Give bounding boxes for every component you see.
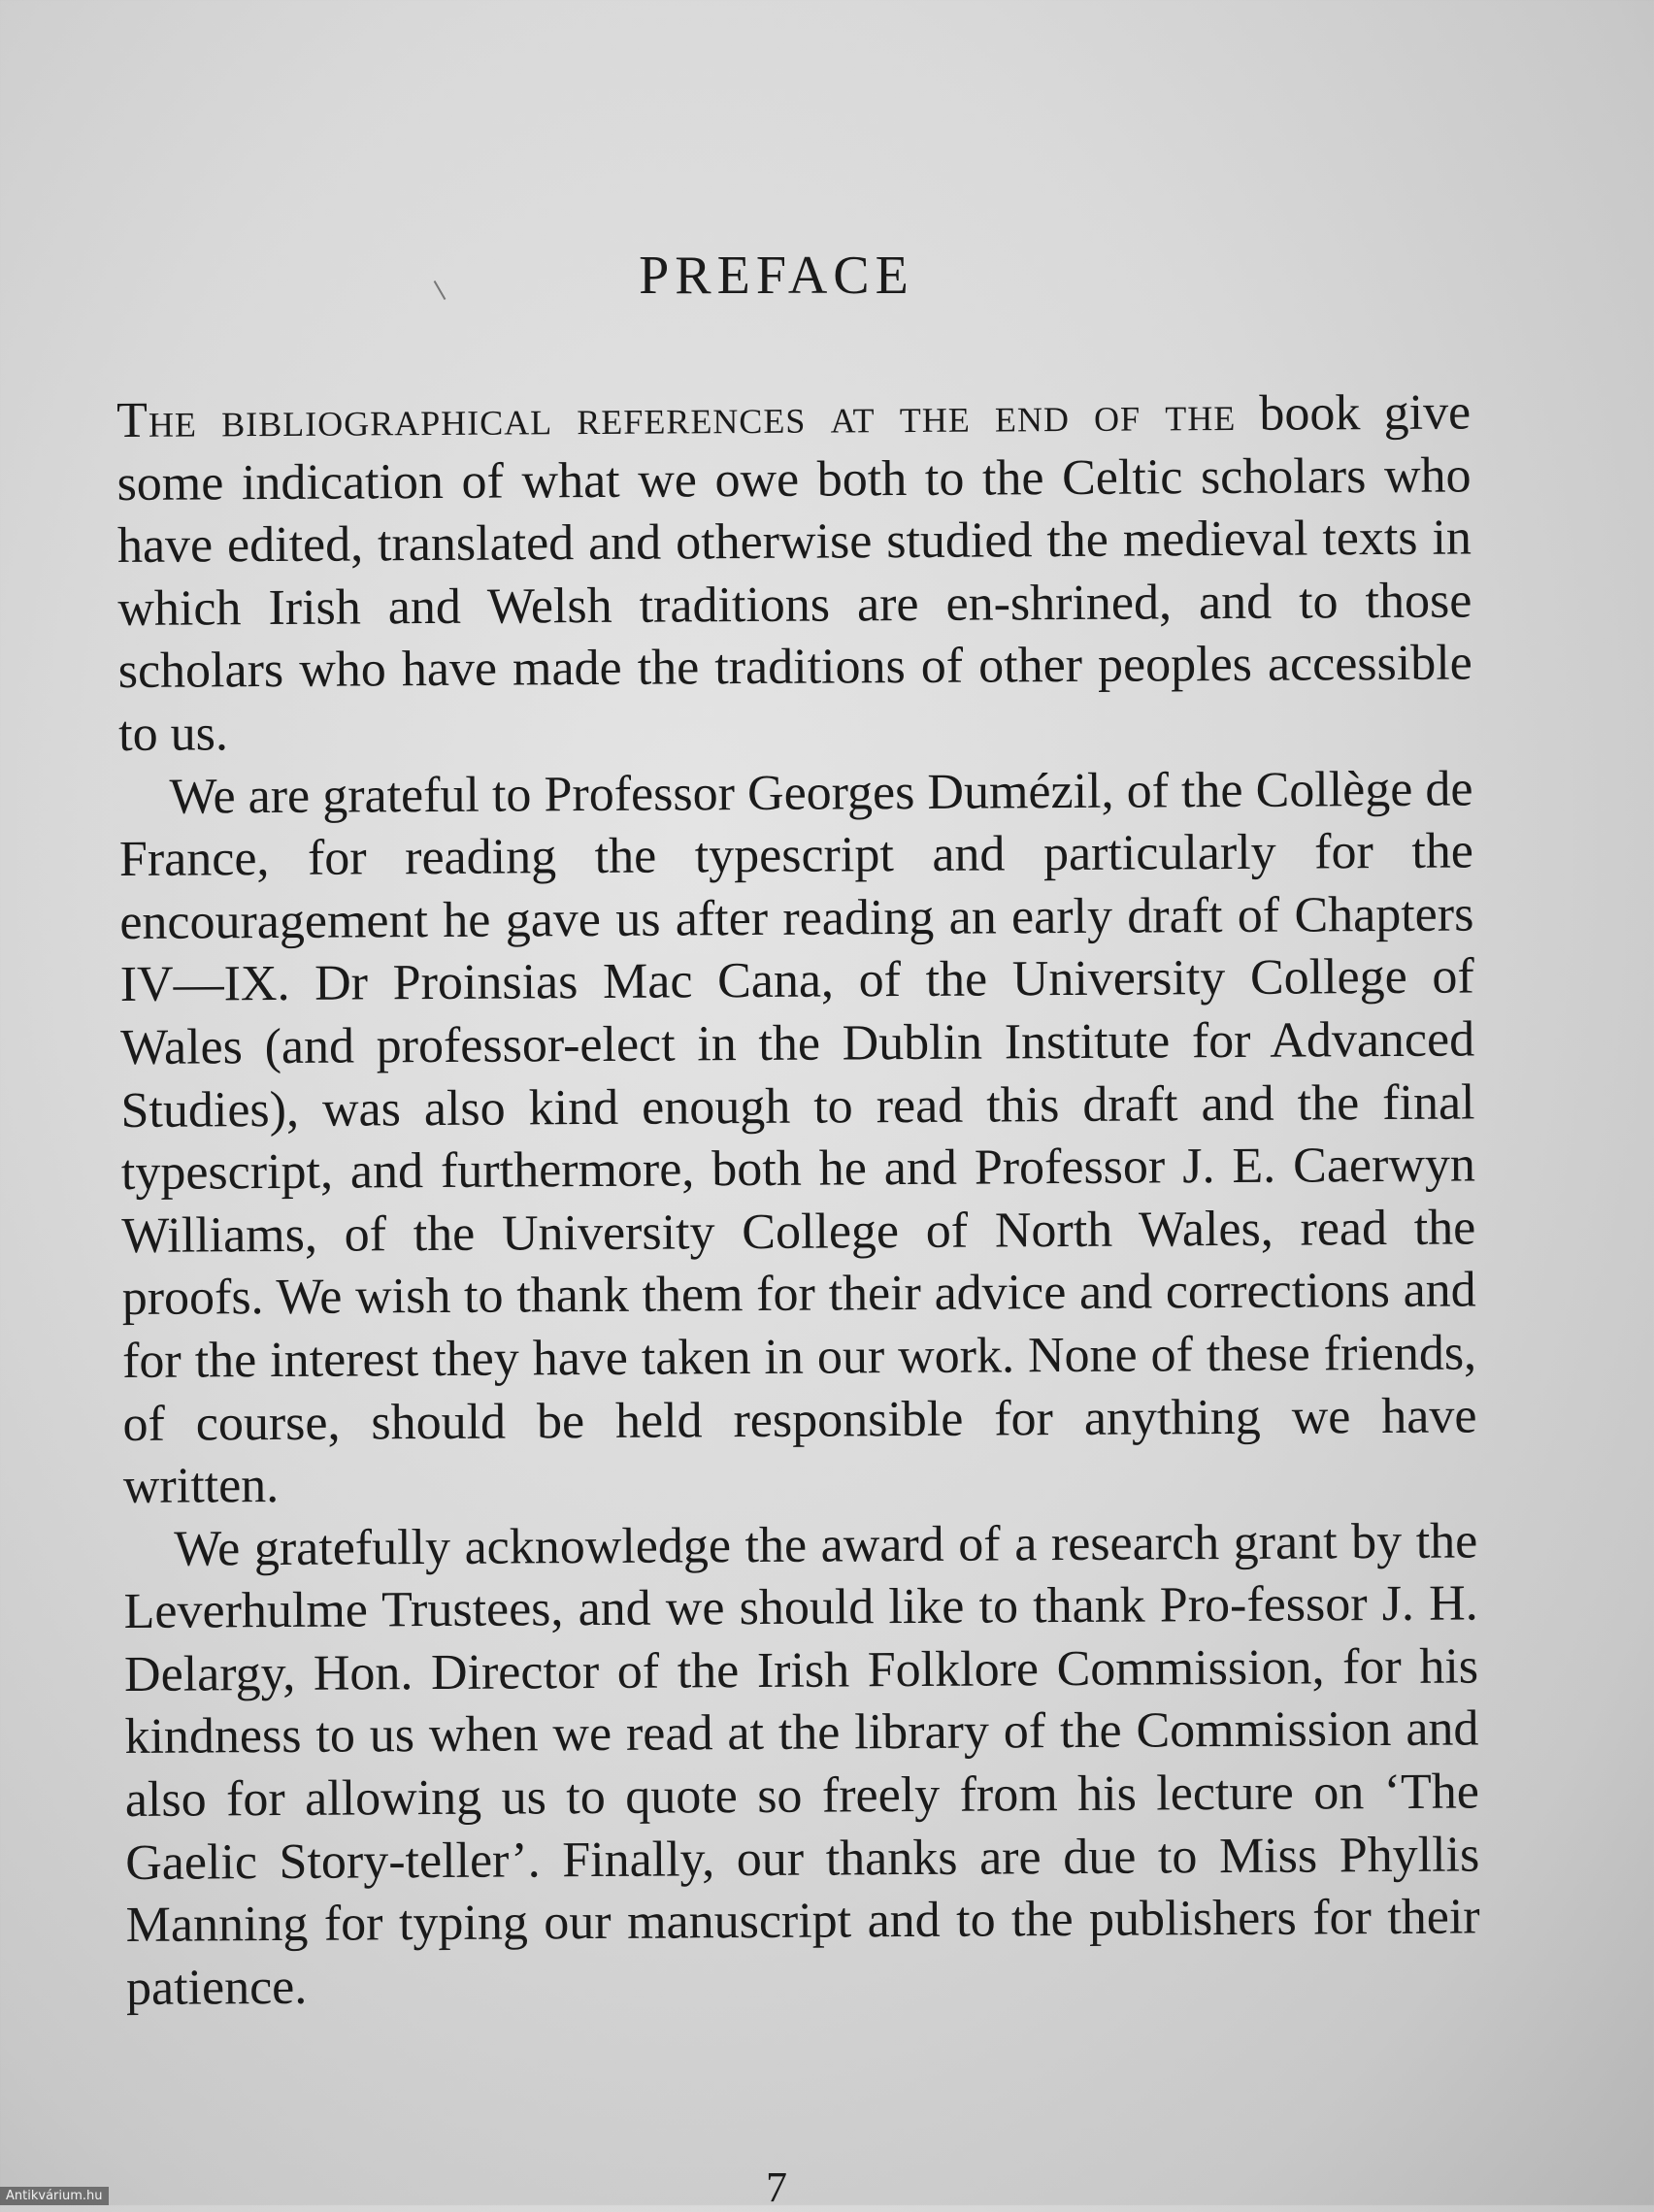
paragraph-1-text: book give some indication of what we owe both to the Celtic scholars who have edited, translated and otherwise studied the medieval texts in which Irish and Welsh traditions are en-shrined, and to those scholars who have made the traditions of other peoples accessible to us. [116, 384, 1472, 762]
paragraph-3: We gratefully acknowledge the award of a research grant by the Leverhulme Trustees, and we should like to thank Pro-fessor J. H. Delargy, Hon. Director of the Irish Folklore Commission, for his kindness to us when we read at the library of the Commission and also for allowing us to quote so freely from his lecture on ‘The Gaelic Story-teller’. Finally, our thanks are due to Miss Phyllis Manning for typing our manuscript and to the publishers for their patience. [123, 1513, 1480, 2016]
paragraph-1 [116, 381, 1472, 766]
preface-body [116, 381, 1480, 2020]
page-title: PREFACE [639, 246, 914, 306]
opening-small-caps: The bibliographical references at the end of the [116, 385, 1237, 448]
page-number: 7 [766, 2163, 787, 2211]
paragraph-2: We are grateful to Professor Georges Dumézil, of the Collège de France, for reading the typescript and particularly for the encouragement he gave us after reading an early draft of Chapters IV—IX. Dr Proinsias Mac Cana, of the University College of Wales (and professor-elect in the Dublin Institute for Advanced Studies), was also kind enough to read this draft and the final typescript, and furthermore, both he and Professor J. E. Caerwyn Williams, of the University College of North Wales, read the proofs. We wish to thank them for their advice and corrections and for the interest they have taken in our work. None of these friends, of course, should be held responsible for anything we have written. [118, 761, 1477, 1515]
watermark: Antikvárium.hu [0, 2187, 109, 2205]
